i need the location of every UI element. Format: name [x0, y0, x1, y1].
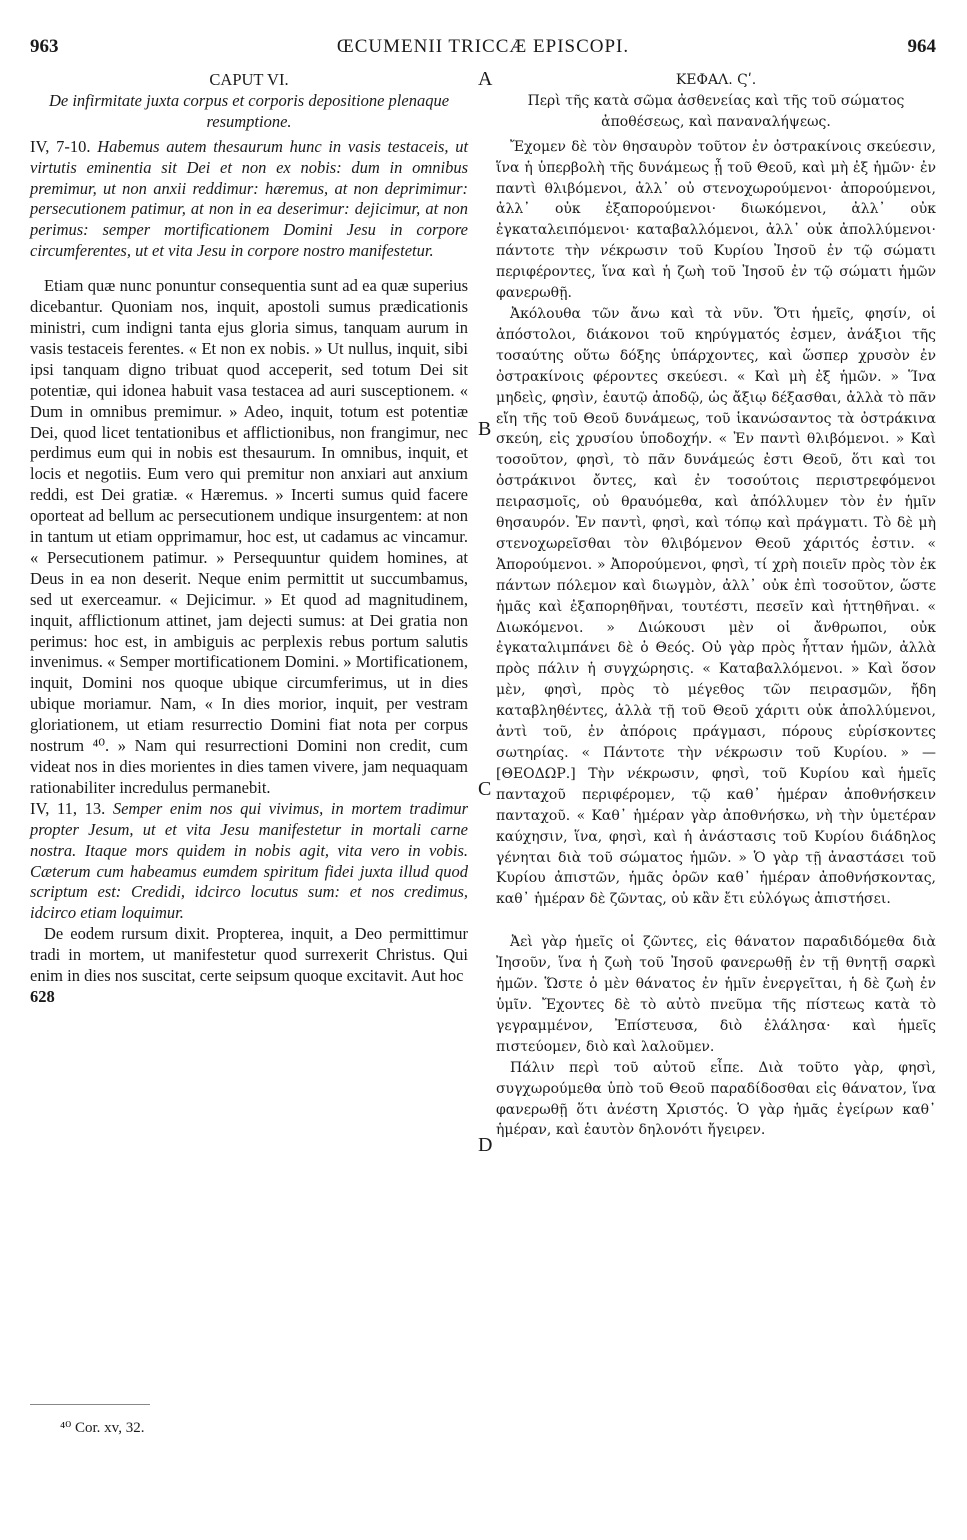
footnote: ⁴⁰ Cor. xv, 32. [60, 1420, 145, 1436]
latin-lemma-2-ref: IV, 11, 13. [30, 798, 106, 818]
margin-letter-a: A [478, 68, 493, 90]
margin-letter-d: D [478, 1134, 493, 1156]
greek-chapter-subtitle: Περὶ τῆς κατὰ σῶμα ἀσθενείας καὶ τῆς τοῦ σώματος ἀποθέσεως, καὶ παναναλήψεως. [527, 92, 905, 130]
running-header [30, 36, 936, 62]
greek-lemma-2: Ἀεὶ γὰρ ἡμεῖς οἱ ζῶντες, εἰς θάνατον παραδιδόμεθα διὰ Ἰησοῦν, ἵνα ἡ ζωὴ τοῦ Ἰησοῦ φανερωθῇ ἐν τῇ θνητῇ σαρκὶ ἡμῶν. Ὥστε ὁ μὲν θάνατος ἐν ἡμῖν ἐνεργεῖται, ἡ δὲ ζωὴ ἐν ὑμῖν. Ἔχοντες δὲ τὸ αὐτὸ πνεῦμα τῆς πίστεως κατὰ τὸ γεγραμμένον, Ἐπίστευσα, διὸ ἐλάλησα· καὶ ἡμεῖς πιστεύομεν, διὸ καὶ λαλοῦμεν. [496, 934, 936, 1055]
page-number-left: 963 [30, 36, 59, 57]
greek-commentary-1: Ἀκόλουθα τῶν ἄνω καὶ τὰ νῦν. Ὅτι ἡμεῖς, φησίν, οἱ ἀπόστολοι, διάκονοι τοῦ κηρύγματός ἐσμεν, ἀνάξιοι τῆς τοσαύτης οὕτω δόξης ὑπάρχοντες, καὶ ὥσπερ χρυσὸν ἐν ὀστρακίνοις φέροντες σκεύεσι. « Καὶ μὴ ἐξ ἡμῶν. » Ἵνα μηδεὶς, φησὶν, ἑαυτῷ ἀποδῷ, ὡς ἄξιῳ δέξασθαι, ἀλλὰ τὸ πᾶν εἴη τῆς τοῦ Θεοῦ δυνάμεως, τοῦ ἱκανώσαντος τὰ ὀστράκινα σκεύη, εἰς χρυσίου ὑποδοχήν. « Ἐν παντὶ θλιβόμενοι. » Καὶ τοσοῦτον, φησὶ, τὸ πᾶν δυνάμεώς ἐστι Θεοῦ, ὅτι καὶ τοι ὀστράκινοι ὄντες, καὶ ἐν τοσούτοις περιστρεφόμενοι πειρασμοῖς, οὐ θραυόμεθα, καὶ ἀπόλλυμεν τὸν ἐν ἡμῖν θησαυρόν. Ἐν παντὶ, φησὶ, καὶ τόπῳ καὶ πράγματι. Τὸ δὲ μὴ στενοχωρεῖσθαι τὸν θλιβόμενον Θεοῦ χάριτός ἐστιν. « Ἀπορούμενοι. » Ἀπορούμενοι, φησὶ, τί χρὴ ποιεῖν πρὸς τὸν ἐκ πάντων πόλεμον καὶ διωγμὸν, ἀλλ᾽ οὐκ ἐπὶ τοσοῦτον, ὥστε ἡμᾶς καὶ ἐξαπορηθῆναι, τουτέστι, πεσεῖν καὶ ἡττηθῆναι. « Διωκόμενοι. » Διώκουσι μὲν οἱ ἄνθρωποι, οὐκ ἐγκαταλιμπάνει δὲ ὁ Θεός. Οὐ γὰρ πρὸς ἧτταν ἡμῶν, ἀλλὰ πρὸς πάλιν ἡ συγχώρησις. « Καταβαλλόμενοι. » Καὶ ὅσον μὲν, φησὶ, πρὸς τὸ μέγεθος τῶν πειρασμῶν, ἤδη καταβληθέντες, ἀλλὰ τῇ τοῦ Θεοῦ χάριτι οὐκ ἀπολλύμενοι, ἀντὶ τοῦ, ἐν ἀπόροις πράγμασι, πόρους εὑρίσκοντες σωτηρίας. « Πάντοτε τὴν νέκρωσιν τοῦ Κυρίου. » — [ΘΕΟΔΩΡ.] Τὴν νέκρωσιν, φησὶ, τοῦ Κυρίου καὶ ἡμεῖς πανταχοῦ περιφέρομεν, τῷ καθ᾽ ἡμέραν ἀποθνήσκειν πανταχοῦ. « Καθ᾽ ἡμέραν γὰρ ἀποθνήσκω, νὴ τὴν ὑμετέραν καύχησιν, ἵνα, φησὶ, καὶ ἡ ἀνάστασις τοῦ Κυρίου διάδηλος γένηται διὰ τοῦ σώματος ἡμῶν. » Ὁ γὰρ τῇ ἀναστάσει τοῦ Κυρίου ἀπιστῶν, ἡμᾶς ὁρῶν καθ᾽ ἡμέραν ἀποθνήσκοντας, καθ᾽ ἡμέραν δὲ ζῶντας, οὐ κἂν ἔτι εὐλόγως ἀπιστήσει. [496, 305, 936, 908]
latin-chapter-title: CAPUT VI. [209, 70, 289, 89]
latin-lemma-1-text: Habemus autem thesaurum hunc in vasis testaceis, ut virtutis eminentia sit Dei et non ex nobis: dum in omnibus premimur, ut non anxii reddimur: hæremus, at non deprimimur: persecutionem patimur, at non in ea deserimur: dejicimur, at non perimus: semper mortificationem Domini Jesu in corpore circumferentes, ut et vita Jesu in corpore nostro manifestetur. [30, 136, 469, 261]
greek-column [496, 70, 936, 1141]
greek-lemma-1: Ἔχομεν δὲ τὸν θησαυρὸν τοῦτον ἐν ὀστρακίνοις σκεύεσιν, ἵνα ἡ ὑπερβολὴ τῆς δυνάμεως ᾖ τοῦ Θεοῦ, καὶ μὴ ἐξ ἡμῶν· ἐν παντὶ θλιβόμενοι, ἀλλ᾽ οὐ στενοχωρούμενοι· ἀπορούμενοι, ἀλλ᾽ οὐκ ἐξαπορούμενοι· διωκόμενοι, ἀλλ᾽ οὐκ ἐγκαταλειπόμενοι· καταβαλλόμενοι, ἀλλ᾽ οὐκ ἀπολλύμενοι· πάντοτε τὴν νέκρωσιν τοῦ Κυρίου Ἰησοῦ ἐν τῷ σώματι περιφέροντες, ἵνα καὶ ἡ ζωὴ τοῦ Ἰησοῦ ἐν τῷ σώματι ἡμῶν φανερωθῇ. [496, 138, 936, 302]
latin-lemma-1 [30, 137, 468, 262]
page-number-right: 964 [907, 36, 936, 57]
running-title: ŒCUMENII TRICCÆ EPISCOPI. [336, 36, 630, 57]
greek-commentary-2: Πάλιν περὶ τοῦ αὐτοῦ εἶπε. Διὰ τοῦτο γὰρ, φησὶ, συγχωρούμεθα ὑπὸ τοῦ Θεοῦ παραδίδοσθαι εἰς θάνατον, ἵνα φανερωθῇ ὅτι ἀνέστη Χριστός. Ὁ γὰρ ἡμᾶς ἐγείρων καθ᾽ ἡμέραν, καὶ ἑαυτὸν δηλονότι ἤγειρεν. [496, 1059, 936, 1139]
footnote-rule [30, 1404, 150, 1405]
latin-commentary-2: De eodem rursum dixit. Propterea, inquit, a Deo permittimur tradi in mortem, ut manifestetur quod surrexerit Christus. Qui enim in dies nos suscitat, certe seipsum quoque excitavit. Aut hoc [30, 924, 468, 986]
column-number: 628 [30, 986, 55, 1006]
latin-commentary-1: Etiam quæ nunc ponuntur consequentia sunt ad ea quæ superius dicebantur. Quoniam nos, inquit, apostoli sumus prædicationis ministri, cum indigni tanta ejus gloria simus, tanquam aurum in vasis testaceis ferentes. « Et non ex nobis. » Ut nullus, inquit, sibi ipsi tanquam digno tribuat quod acceperit, sed totum Dei sit potentiæ, qui idonea habuit vasa testacea ad auri susceptionem. « Dum in omnibus premimur. » Adeo, inquit, totum est potentiæ Dei, quod licet tentationibus et afflictionibus, non frangimur, nec perdimus eum qui in nobis est thesaurum. In omnibus, inquit, et locis et negotiis. Eum vero qui premitur non anxiari aut anxium reddi, est Dei gratiæ. « Hæremus. » Incerti sumus quid facere oporteat ad bellum ac persecutionem undique insurgentem: at non in tantum ut etiam opprimamur, hoc est, ut cadamus ac vincamur. « Persecutionem patimur. » Persequuntur quidem homines, at Deus in ea non deserit. Neque enim permittit ut succumbamus, sed ut exerceamur. « Dejicimur. » Et quod ad magnitudinem, inquit, afflictionum attinet, jam dejecti sumus: at Dei gratia non perimus: hoc est, in ambiguis ac perplexis rebus portum salutis invenimus. « Semper mortificationem Domini. » Mortificationem, inquit, Domini nos quoque ubique circumferimus, ut in dies ubique moriamur. Nam, « In dies morior, inquit, per vestram gloriationem, ut etiam resurrectio Domini fiat nota per corpus nostrum ⁴⁰. » Nam qui resurrectioni Domini non credit, cum videat nos in dies morientes in dies tamen vivere, jam nequaquam rationabiliter incredulus permanebit. [30, 276, 468, 797]
latin-column [30, 70, 468, 1008]
margin-letter-b: B [478, 418, 492, 440]
greek-chapter-title: ΚΕΦΑΛ. Ϛʹ. [675, 72, 757, 88]
margin-letter-c: C [478, 778, 492, 800]
latin-lemma-2-text: Semper enim nos qui vivimus, in mortem tradimur propter Jesum, ut et vita Jesu manifestetur in mortali carne nostra. Itaque mors quidem in nobis agit, vita vero in vobis. Cæterum cum habeamus eumdem spiritum fidei juxta illud quod scriptum est: Credidi, idcirco locutus sum: et nos credimus, idcirco etiam loquimur. [30, 798, 468, 923]
latin-lemma-1-ref: IV, 7-10. [30, 136, 91, 156]
latin-lemma-2 [30, 799, 468, 924]
latin-chapter-subtitle: De infirmitate juxta corpus et corporis depositione plenaque resumptione. [48, 90, 450, 131]
